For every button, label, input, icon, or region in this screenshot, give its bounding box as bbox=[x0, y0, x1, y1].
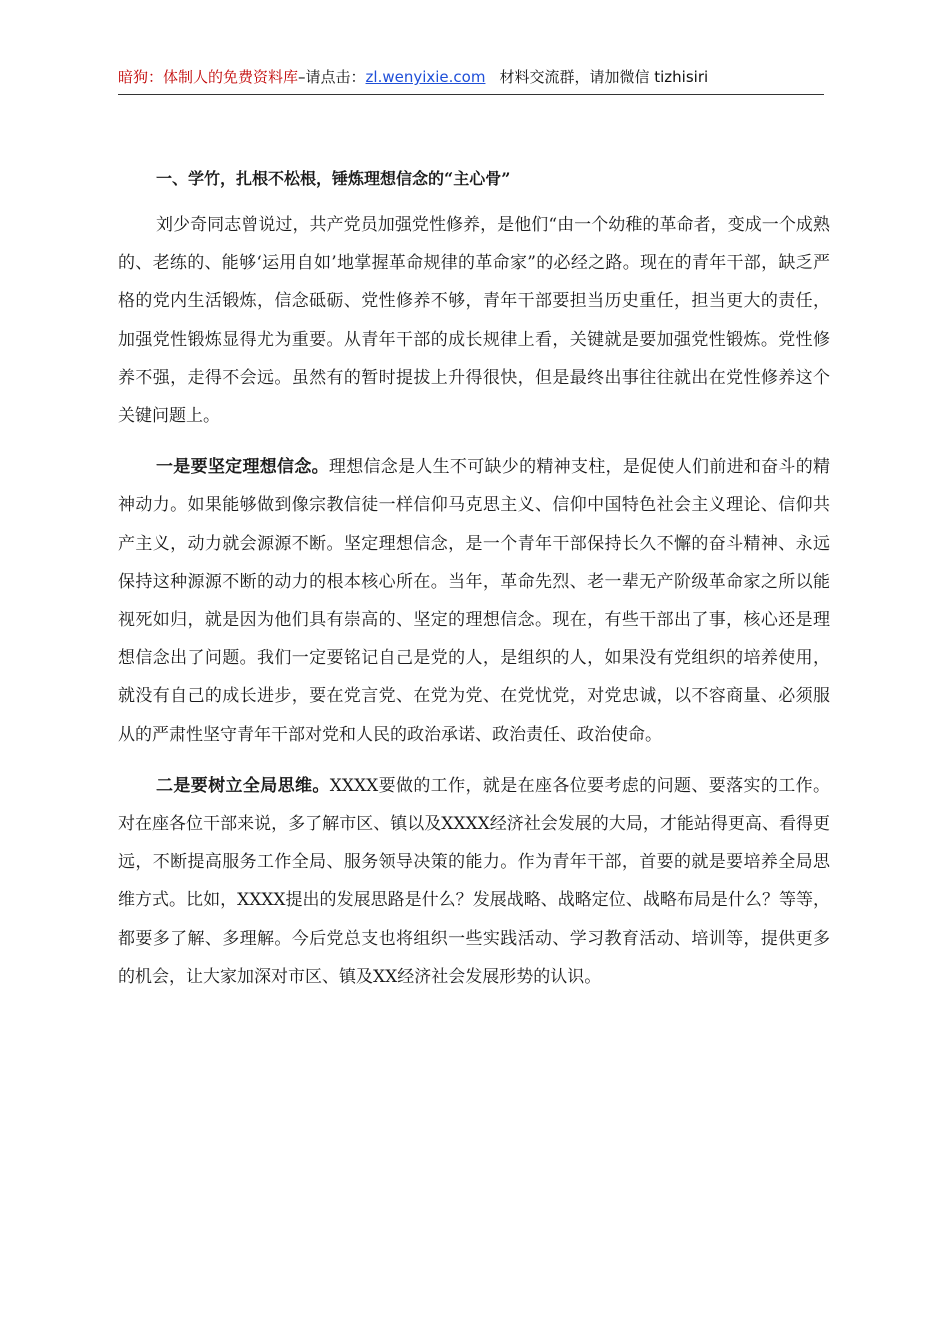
document-body bbox=[118, 160, 830, 1009]
section-heading: 一、学竹，扎根不松根，锤炼理想信念的“主心骨” bbox=[156, 169, 511, 188]
point2-body: XXXX要做的工作，就是在座各位要考虑的问题、要落实的工作。对在座各位干部来说，多了解市区、镇以及XXXX经济社会发展的大局，才能站得更高、看得更远，不断提高服务工作全局、服务领导决策的能力。作为青年干部，首要的就是要培养全局思维方式。比如，XXXX提出的发展思路是什么？发展战略、战略定位、战略布局是什么？等等，都要多了解、多理解。今后党总支也将组织一些实践活动、学习教育活动、培训等，提供更多的机会，让大家加深对市区、镇及XX经济社会发展形势的认识。 bbox=[118, 775, 830, 987]
header-contact: 材料交流群，请加微信 tizhisiri bbox=[499, 68, 709, 86]
header-separator: –请点击： bbox=[298, 68, 366, 86]
point1-lead: 一是要坚定理想信念。 bbox=[156, 457, 329, 478]
intro-paragraph: 刘少奇同志曾说过，共产党员加强党性修养，是他们“由一个幼稚的革命者，变成一个成熟的、老练的、能够‘运用自如’地掌握革命规律的革命家”的必经之路。现在的青年干部，缺乏严格的党内生活锻炼，信念砥砺、党性修养不够，青年干部要担当历史重任，担当更大的责任，加强党性锻炼显得尤为重要。从青年干部的成长规律上看，关键就是要加强党性锻炼。党性修养不强，走得不会远。虽然有的暂时提拔上升得很快，但是最终出事往往就出在党性修养这个关键问题上。 bbox=[118, 215, 830, 427]
point2-paragraph bbox=[118, 767, 830, 996]
page-header bbox=[118, 66, 824, 95]
point2-lead: 二是要树立全局思维。 bbox=[156, 775, 330, 796]
header-brand: 暗狗：体制人的免费资料库 bbox=[118, 68, 299, 86]
header-link[interactable]: zl.wenyixie.com bbox=[365, 68, 486, 86]
point1-body: 理想信念是人生不可缺少的精神支柱，是促使人们前进和奋斗的精神动力。如果能够做到像宗教信徒一样信仰马克思主义、信仰中国特色社会主义理论、信仰共产主义，动力就会源源不断。坚定理想信念，是一个青年干部保持长久不懈的奋斗精神、永远保持这种源源不断的动力的根本核心所在。当年，革命先烈、老一辈无产阶级革命家之所以能视死如归，就是因为他们具有崇高的、坚定的理想信念。现在，有些干部出了事，核心还是理想信念出了问题。我们一定要铭记自己是党的人，是组织的人，如果没有党组织的培养使用，就没有自己的成长进步，要在党言党、在党为党、在党忧党，对党忠诚，以不容商量、必须服从的严肃性坚守青年干部对党和人民的政治承诺、政治责任、政治使命。 bbox=[118, 457, 831, 745]
point1-paragraph bbox=[118, 448, 830, 754]
